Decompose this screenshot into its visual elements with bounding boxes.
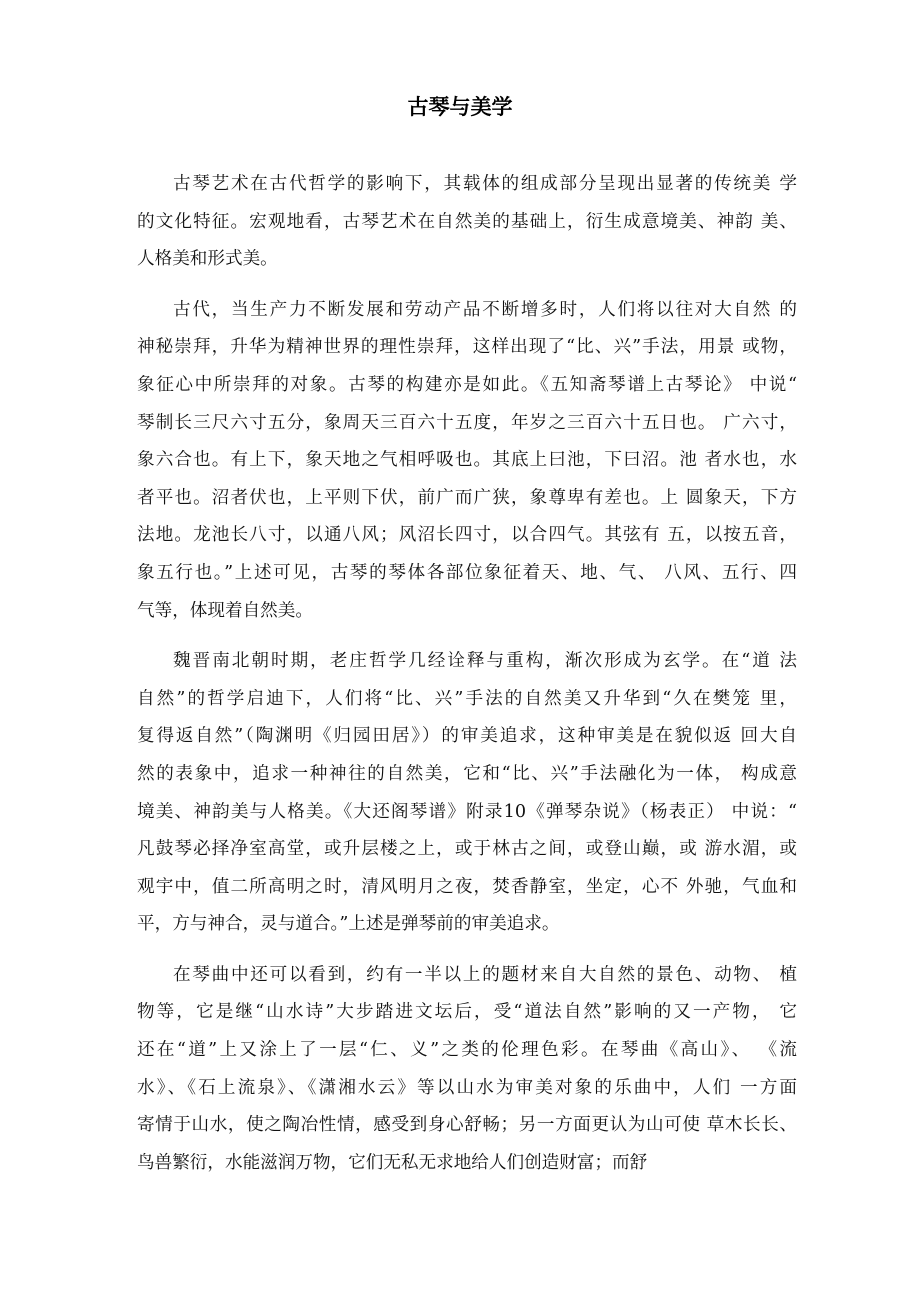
text-line: 平，方与神合，灵与道合。”上述是弹琴前的审美追求。 <box>137 914 560 935</box>
text-line: 然的表象中，追求一种神往的自然美，它和“比、兴”手法融化为一体， 构成意 <box>137 763 797 784</box>
text-line: 凡鼓琴必择净室高堂，或升层楼之上，或于林古之间，或登山巅，或 游水湄，或 <box>137 839 797 860</box>
text-line: 古琴艺术在古代哲学的影响下，其载体的组成部分呈现出显著的传统美 学 <box>173 174 797 194</box>
text-line: 境美、神韵美与人格美。《大还阁琴谱》附录10《弹琴杂说》（杨表正） 中说：“ <box>137 801 797 822</box>
text-line: 象五行也。”上述可见，古琴的琴体各部位象征着天、地、气、 八风、五行、四 <box>137 562 797 583</box>
paragraph-3 <box>137 643 797 944</box>
text-line: 者平也。沼者伏也，上平则下伏，前广而广狭，象尊卑有差也。上 圆象天，下方 <box>137 487 797 508</box>
text-line: 还在“道”上又涂上了一层“仁、义”之类的伦理色彩。在琴曲《高山》、 《流 <box>137 1040 797 1061</box>
text-line: 观宇中，值二所高明之时，清风明月之夜，焚香静室，坐定，心不 外驰，气血和 <box>137 876 797 897</box>
text-line: 法地。龙池长八寸，以通八风；风沼长四寸，以合四气。其弦有 五，以按五音， <box>137 525 797 546</box>
text-line: 神秘崇拜，升华为精神世界的理性崇拜，这样出现了“比、兴”手法，用景 或物， <box>137 337 797 358</box>
document-title: 古琴与美学 <box>407 95 513 119</box>
text-line: 古代，当生产力不断发展和劳动产品不断增多时，人们将以往对大自然 的 <box>173 299 797 320</box>
text-line: 水》、《石上流泉》、《潇湘水云》等以山水为审美对象的乐曲中，人们 一方面 <box>137 1077 797 1098</box>
text-line: 鸟兽繁衍，水能滋润万物，它们无私无求地给人们创造财富；而舒 <box>137 1152 648 1173</box>
text-line: 物等，它是继“山水诗”大步踏进文坛后，受“道法自然”影响的又一产物， 它 <box>137 1002 797 1023</box>
paragraph-2 <box>137 292 797 630</box>
text-line: 象六合也。有上下，象天地之气相呼吸也。其底上曰池，下曰沼。池 者水也，水 <box>137 450 797 471</box>
text-line: 气等，体现着自然美。 <box>137 600 313 621</box>
text-line: 象征心中所崇拜的对象。古琴的构建亦是如此。《五知斋琴谱上古琴论》 中说“ <box>137 374 797 395</box>
text-line: 人格美和形式美。 <box>137 249 278 270</box>
text-line: 自然”的哲学启迪下，人们将“比、兴”手法的自然美又升华到“久在樊笼 里， <box>137 688 797 709</box>
text-line: 复得返自然”（陶渊明《归园田居》）的审美追求，这种审美是在貌似返 回大自 <box>137 726 797 747</box>
text-line: 琴制长三尺六寸五分，象周天三百六十五度，年岁之三百六十五日也。 广六寸， <box>137 412 797 433</box>
document-body <box>137 166 797 1195</box>
text-line: 的文化特征。宏观地看，古琴艺术在自然美的基础上，衍生成意境美、神韵 美、 <box>137 211 797 232</box>
text-line: 寄情于山水，使之陶冶性情，感受到身心舒畅；另一方面更认为山可使 草木长长、 <box>137 1115 797 1136</box>
text-line: 魏晋南北朝时期，老庄哲学几经诠释与重构，渐次形成为玄学。在“道 法 <box>173 651 797 672</box>
text-line: 在琴曲中还可以看到，约有一半以上的题材来自大自然的景色、动物、 植 <box>173 964 797 985</box>
paragraph-1 <box>137 166 797 279</box>
paragraph-4 <box>137 957 797 1183</box>
